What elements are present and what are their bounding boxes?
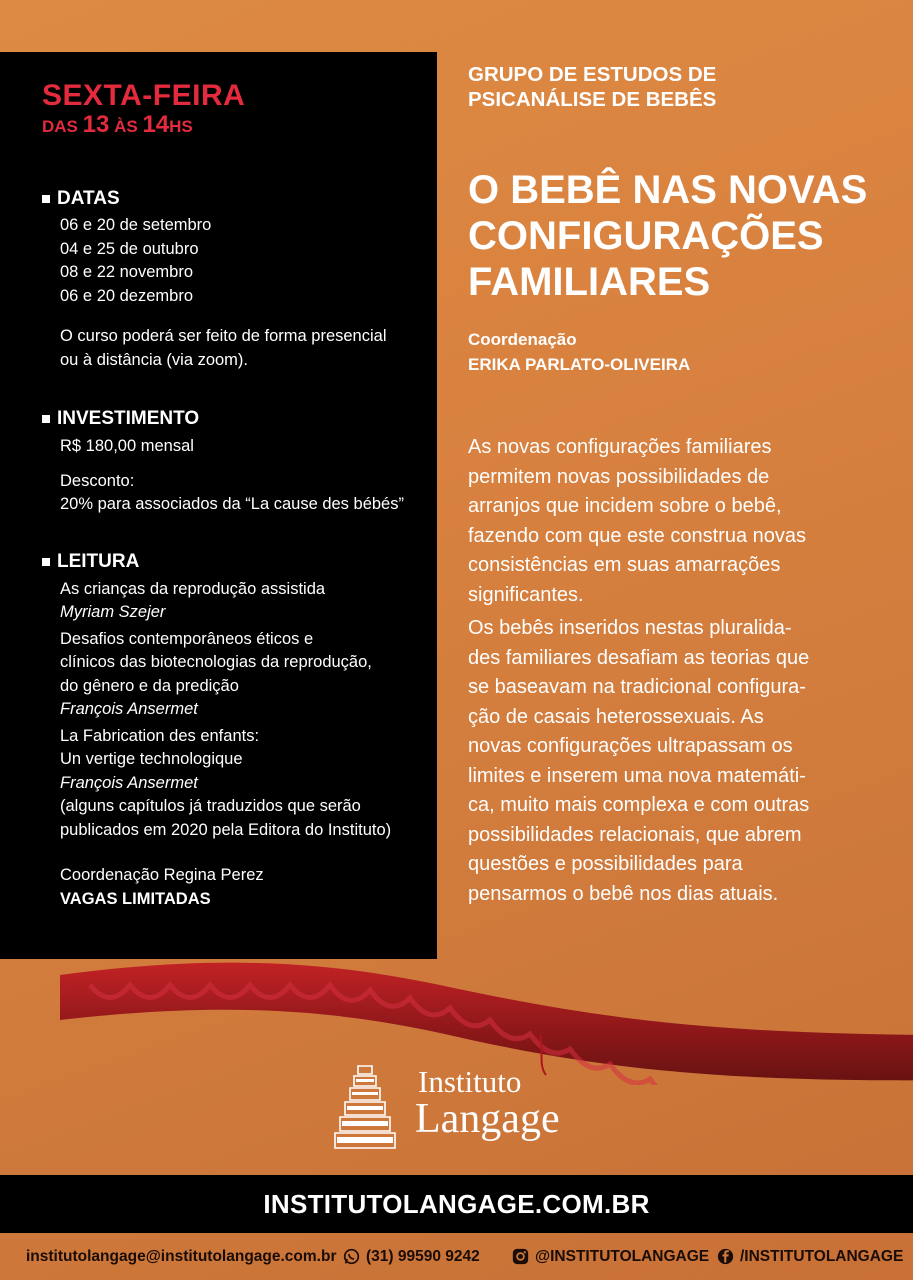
- dates-title: [42, 188, 437, 210]
- paragraph-line: Os bebês inseridos nestas pluralida-: [468, 617, 792, 639]
- paragraph-line: des familiares desafiam as teorias que: [468, 646, 810, 669]
- modality-note: O curso poderá ser feito de forma presencial: [60, 327, 387, 345]
- hour-start: 13: [82, 111, 110, 138]
- bullet-square-icon: [42, 558, 50, 566]
- book-title: As crianças da reprodução assistida: [60, 579, 326, 598]
- date-item: 08 e 22 novembro: [60, 263, 194, 281]
- headline-line: CONFIGURAÇÕES: [468, 214, 824, 258]
- facebook-icon: [717, 1248, 734, 1265]
- book-title: La Fabrication des enfants:: [60, 726, 260, 745]
- hours-prefix: DAS: [42, 117, 78, 136]
- reading-title-label: LEITURA: [57, 550, 140, 572]
- coordination-label: Coordenação: [468, 330, 577, 349]
- facebook-link[interactable]: [717, 1248, 903, 1266]
- paragraph-line: As novas configurações familiares: [468, 436, 772, 458]
- book-title: do gênero e da predição: [60, 676, 239, 695]
- description-paragraph-2: [468, 614, 898, 909]
- hours-suffix: HS: [169, 117, 193, 136]
- instagram-text: @INSTITUTOLANGAGE: [535, 1247, 710, 1265]
- discount-text: 20% para associados da “La cause des bébés”: [60, 495, 404, 513]
- headline-line: FAMILIARES: [468, 260, 711, 304]
- logo-line: Instituto: [418, 1064, 522, 1099]
- book-author: François Ansermet: [60, 700, 198, 718]
- paragraph-line: permitem novas possibilidades de: [468, 465, 770, 488]
- paragraph-line: questões e possibilidades para: [468, 853, 743, 875]
- hours-line: [42, 112, 437, 140]
- investment-title-label: INVESTIMENTO: [57, 408, 200, 429]
- paragraph-line: ca, muito mais complexa e com outras: [468, 794, 810, 816]
- date-item: 04 e 25 de outubro: [60, 239, 199, 258]
- discount-label: Desconto:: [60, 471, 135, 490]
- paragraph-line: ção de casais heterossexuais. As: [468, 705, 764, 728]
- email-link[interactable]: [26, 1248, 336, 1266]
- group-title-line: GRUPO DE ESTUDOS DE: [468, 63, 717, 86]
- logo-line: Langage: [415, 1096, 560, 1142]
- paragraph-line: novas configurações ultrapassam os: [468, 735, 793, 757]
- group-title-line: PSICANÁLISE DE BEBÊS: [468, 88, 717, 111]
- reading-title: [42, 551, 437, 573]
- phone-text: (31) 99590 9242: [366, 1247, 480, 1265]
- paragraph-line: pensarmos o bebê nos dias atuais.: [468, 882, 779, 905]
- book-title: Desafios contemporâneos éticos e: [60, 629, 314, 648]
- info-panel: [0, 52, 437, 959]
- whatsapp-icon: [343, 1248, 360, 1265]
- book-note: publicados em 2020 pela Editora do Instituto): [60, 820, 392, 839]
- book-title: Un vertige technologique: [60, 750, 243, 768]
- book-author: Myriam Szejer: [60, 603, 166, 621]
- paragraph-line: fazendo com que este construa novas: [468, 524, 806, 547]
- website-link[interactable]: INSTITUTOLANGAGE.COM.BR: [0, 1175, 913, 1233]
- instagram-icon: [512, 1248, 529, 1265]
- reading-coordination: Coordenação Regina Perez: [60, 866, 264, 884]
- coordinator-name: ERIKA PARLATO-OLIVEIRA: [468, 355, 691, 374]
- whatsapp-link[interactable]: [343, 1248, 480, 1266]
- paragraph-line: se baseavam na tradicional configura-: [468, 676, 806, 698]
- logo-wordmark: [415, 1064, 560, 1142]
- contact-footer: [0, 1233, 913, 1280]
- facebook-text: /INSTITUTOLANGAGE: [740, 1247, 904, 1265]
- date-item: 06 e 20 de setembro: [60, 216, 212, 234]
- headline-line: O BEBÊ NAS NOVAS: [468, 168, 868, 212]
- day-heading: SEXTA-FEIRA: [42, 79, 246, 112]
- investment-title: [42, 408, 437, 430]
- date-item: 06 e 20 dezembro: [60, 286, 194, 305]
- book-note: (alguns capítulos já traduzidos que serão: [60, 797, 361, 815]
- email-text: institutolangage@institutolangage.com.br: [26, 1247, 337, 1265]
- hour-end: 14: [142, 111, 170, 138]
- bullet-square-icon: [42, 415, 50, 423]
- limited-spots: VAGAS LIMITADAS: [60, 889, 211, 908]
- paragraph-line: arranjos que incidem sobre o bebê,: [468, 495, 782, 517]
- price: R$ 180,00 mensal: [60, 437, 194, 455]
- institute-logo: [330, 1058, 600, 1154]
- paragraph-line: limites e inserem uma nova matemáti-: [468, 764, 806, 787]
- book-title: clínicos das biotecnologias da reprodução,: [60, 653, 372, 671]
- bullet-square-icon: [42, 195, 50, 203]
- tower-of-babel-icon: [330, 1060, 400, 1152]
- modality-note: ou à distância (via zoom).: [60, 350, 249, 369]
- instagram-link[interactable]: [512, 1248, 709, 1266]
- description-column: [468, 62, 898, 909]
- group-title: [468, 62, 898, 112]
- hours-mid: ÀS: [114, 117, 138, 136]
- book-author: François Ansermet: [60, 773, 198, 792]
- description-paragraph-1: [468, 433, 898, 610]
- dates-title-label: DATAS: [57, 188, 120, 209]
- paragraph-line: consistências em suas amarrações: [468, 554, 781, 576]
- main-headline: [468, 167, 898, 305]
- paragraph-line: significantes.: [468, 583, 584, 606]
- paragraph-line: possibilidades relacionais, que abrem: [468, 823, 802, 846]
